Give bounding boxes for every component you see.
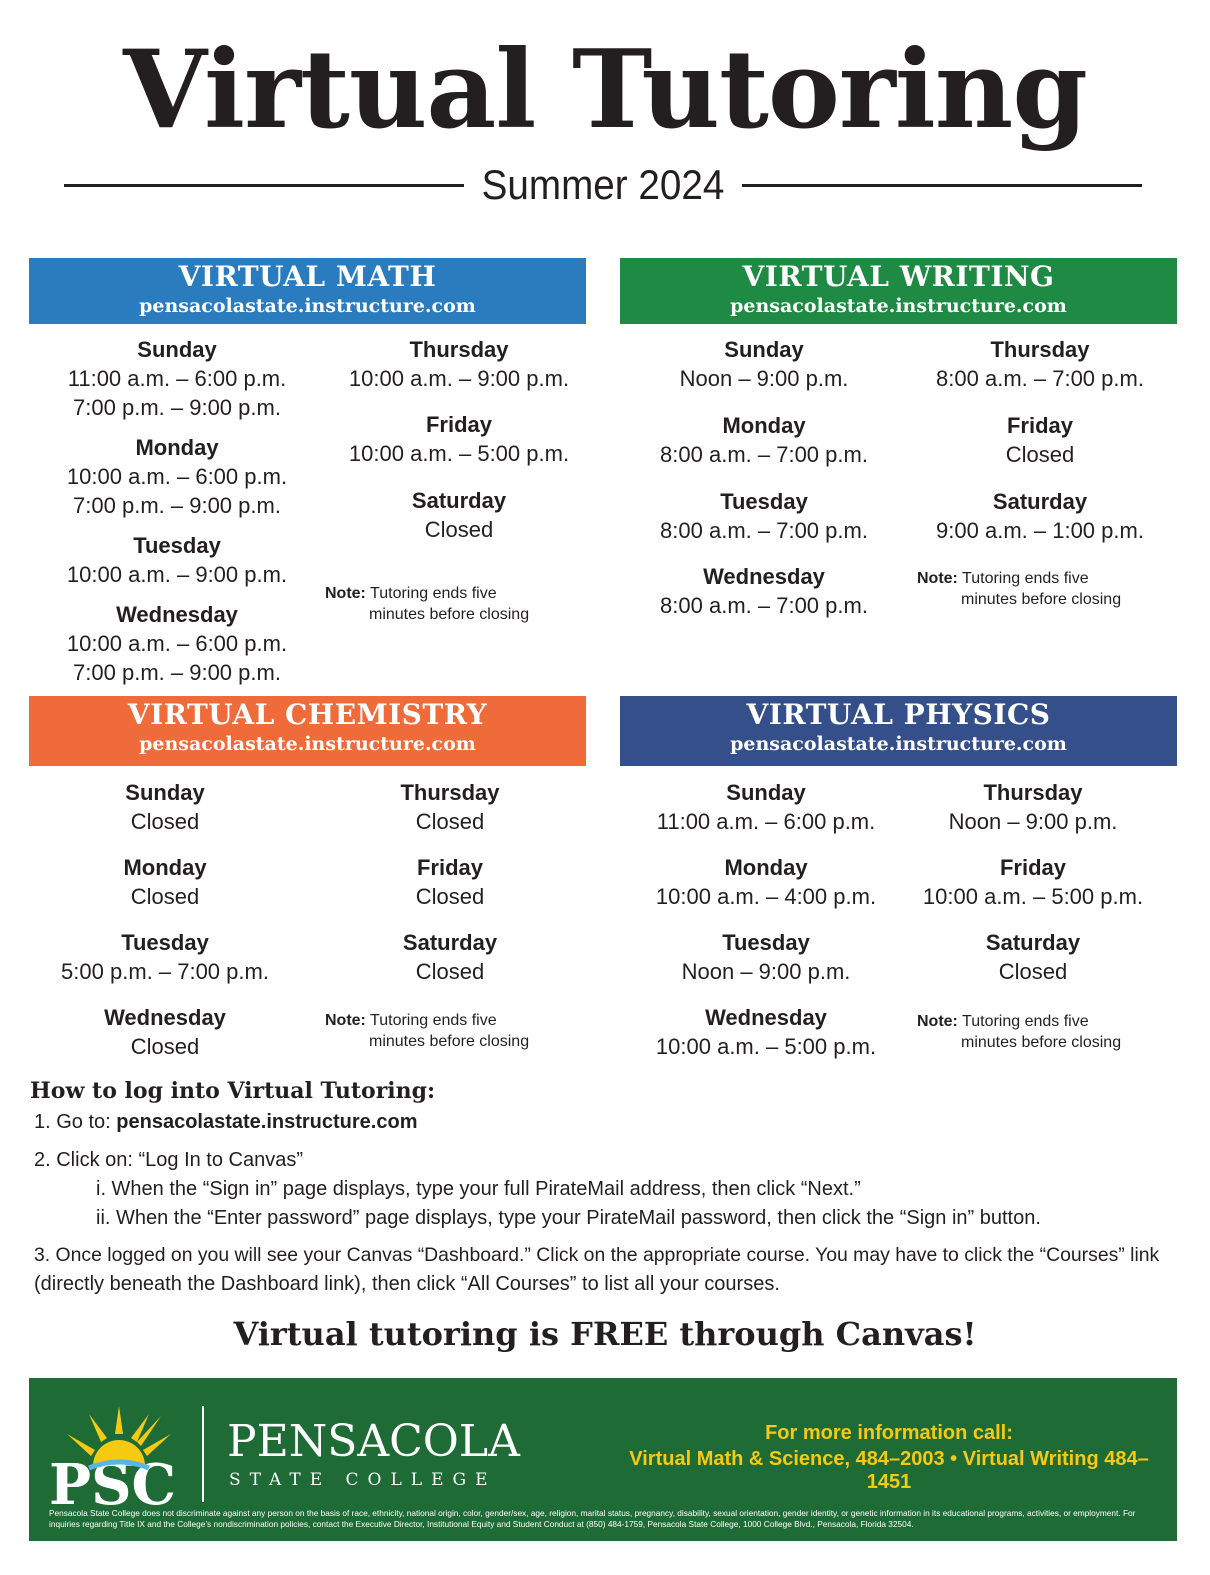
step-3: 3. Once logged on you will see your Canvas “Dashboard.” Click on the appropriate course. You may have to click the “Courses” link [34, 1244, 1160, 1266]
physics-url[interactable]: pensacolastate.instructure.com [730, 733, 1067, 755]
physics-wednesday: Wednesday 10:00 a.m. – 5:00 p.m. [655, 1005, 877, 1059]
chemistry-sunday: Sunday Closed [125, 780, 205, 834]
writing-note: Note: Tutoring ends five minutes before closing [917, 570, 1122, 608]
math-wednesday: Wednesday 10:00 a.m. – 6:00 p.m. 7:00 p.m. – 9:00 p.m. [66, 602, 288, 685]
chemistry-url[interactable]: pensacolastate.instructure.com [139, 733, 476, 755]
writing-friday: Friday Closed [1005, 413, 1075, 467]
chemistry-title: VIRTUAL CHEMISTRY [127, 698, 488, 731]
math-saturday: Saturday Closed [411, 488, 507, 542]
login-link[interactable]: pensacolastate.instructure.com [116, 1111, 418, 1133]
chemistry-wednesday: Wednesday Closed [104, 1005, 226, 1059]
info-heading: For more information call: [765, 1422, 1013, 1444]
writing-title: VIRTUAL WRITING [742, 260, 1055, 293]
chemistry-header [29, 696, 586, 766]
math-header [29, 258, 586, 324]
writing-saturday: Saturday 9:00 a.m. – 1:00 p.m. [936, 489, 1144, 543]
howto-heading: How to log into Virtual Tutoring: [30, 1078, 436, 1104]
chemistry-thursday: Thursday Closed [400, 780, 500, 834]
step-2-ii: ii. When the “Enter password” page displays, type your PirateMail password, then click the “Sign in” button. [96, 1207, 1041, 1229]
physics-sunday: Sunday 11:00 a.m. – 6:00 p.m. [656, 780, 876, 834]
math-note: Note: Tutoring ends five minutes before closing [325, 585, 530, 623]
page-title: Virtual Tutoring [123, 27, 1087, 153]
free-banner: Virtual tutoring is FREE through Canvas! [233, 1315, 977, 1353]
college-name: PENSACOLA [227, 1416, 520, 1467]
step-1: 1. Go to: pensacolastate.instructure.com [34, 1111, 418, 1133]
physics-thursday: Thursday Noon – 9:00 p.m. [948, 780, 1118, 834]
physics-monday: Monday 10:00 a.m. – 4:00 p.m. [655, 855, 877, 909]
chemistry-tuesday: Tuesday 5:00 p.m. – 7:00 p.m. [61, 930, 269, 984]
svg-text:PSC: PSC [49, 1452, 177, 1516]
chemistry-note: Note: Tutoring ends five minutes before closing [325, 1012, 530, 1050]
math-thursday: Thursday 10:00 a.m. – 9:00 p.m. [348, 337, 570, 391]
chemistry-monday: Monday Closed [123, 855, 207, 909]
step-3-cont: (directly beneath the Dashboard link), then click “All Courses” to list all your courses. [34, 1273, 780, 1295]
math-friday: Friday 10:00 a.m. – 5:00 p.m. [348, 412, 570, 466]
writing-thursday: Thursday 8:00 a.m. – 7:00 p.m. [936, 337, 1144, 391]
info-phones: Virtual Math & Science, 484–2003 • Virtual Writing 484–1451 [629, 1448, 1149, 1493]
footer [29, 1378, 1177, 1541]
physics-saturday: Saturday Closed [985, 930, 1081, 984]
subtitle: Summer 2024 [481, 161, 725, 208]
physics-note: Note: Tutoring ends five minutes before closing [917, 1013, 1122, 1051]
subtitle-row [64, 160, 1142, 210]
physics-title: VIRTUAL PHYSICS [746, 698, 1051, 731]
writing-tuesday: Tuesday 8:00 a.m. – 7:00 p.m. [660, 489, 868, 543]
math-tuesday: Tuesday 10:00 a.m. – 9:00 p.m. [66, 533, 288, 587]
chemistry-saturday: Saturday Closed [402, 930, 498, 984]
step-2-i: i. When the “Sign in” page displays, type your full PirateMail address, then click “Next.” [96, 1178, 861, 1200]
physics-tuesday: Tuesday Noon – 9:00 p.m. [681, 930, 851, 984]
writing-header [620, 258, 1177, 324]
math-url[interactable]: pensacolastate.instructure.com [139, 295, 476, 317]
writing-monday: Monday 8:00 a.m. – 7:00 p.m. [660, 413, 868, 467]
math-title: VIRTUAL MATH [178, 260, 437, 293]
step-2: 2. Click on: “Log In to Canvas” [34, 1149, 304, 1171]
logo-divider [202, 1406, 204, 1502]
college-subname: STATE COLLEGE [229, 1470, 497, 1490]
math-monday: Monday 10:00 a.m. – 6:00 p.m. 7:00 p.m. – 9:00 p.m. [66, 435, 288, 518]
chemistry-friday: Friday Closed [415, 855, 485, 909]
divider-right [742, 184, 1142, 187]
writing-wednesday: Wednesday 8:00 a.m. – 7:00 p.m. [660, 564, 868, 618]
writing-url[interactable]: pensacolastate.instructure.com [730, 295, 1067, 317]
writing-sunday: Sunday Noon – 9:00 p.m. [679, 337, 849, 391]
psc-logo-icon [49, 1406, 189, 1516]
physics-friday: Friday 10:00 a.m. – 5:00 p.m. [922, 855, 1144, 909]
disclaimer: Pensacola State College does not discriminate against any person on the basis of race, ethnicity, national origin, color, gender/sex, age, religion, marital status, pregnancy, disability, sexual orientation, gender identity, or genetic information in its educational programs, activities, or employment. For inquiries regarding Title IX and the College’s nondiscrimination policies, contact the Executive Director, Institutional Equity and Student Conduct at (850) 484-1759, Pensacola State College, 1000 College Blvd., Pensacola, Florida 32504. [49, 1508, 1136, 1529]
math-sunday: Sunday 11:00 a.m. – 6:00 p.m. 7:00 p.m. – 9:00 p.m. [67, 337, 287, 420]
physics-header [620, 696, 1177, 766]
